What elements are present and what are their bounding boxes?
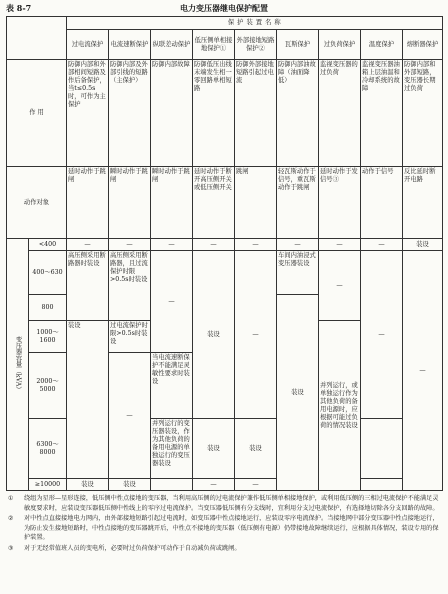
gas-install: 装设 xyxy=(277,295,319,491)
protection-name: 瓦斯保护 xyxy=(277,30,319,60)
table-title: 电力变压器继电保护配置 xyxy=(180,3,268,13)
row-label-function: 作 用 xyxy=(7,60,67,167)
protection-function: 防御内部故障 xyxy=(151,60,193,167)
capacity-range: 6300～8000 xyxy=(29,419,67,479)
protection-action: 延时动作于跳闸 xyxy=(67,167,109,239)
capacity-range: 1000～1600 xyxy=(29,321,67,353)
diff-install xyxy=(151,479,193,491)
table-number: 表 8-7 xyxy=(6,3,32,13)
protection-name: 熔断器保护 xyxy=(403,30,443,60)
protection-action: 延时动作于断开高压侧开关或低压侧开关 xyxy=(193,167,235,239)
gas-cond: 车间内油浸式变压器装设 xyxy=(277,251,319,295)
protection-function: 防御内部油故障（油面降低） xyxy=(277,60,319,167)
protection-header: 保 护 装 置 名 称 xyxy=(67,17,443,30)
speed-install: 装设 xyxy=(109,479,151,491)
capacity-range: <400 xyxy=(29,239,67,251)
temp-install: 装设 xyxy=(235,419,277,479)
note: ② 对中性点直接接地电力网内，由外部接地短路引起过电流时，如变压器中性点接地运行，应装设零序电流保护。当接地网中部分变压器中性点接地运行，为防止发生接地短路时，中性点接地的变压器跳开后，中性点不接地的变压器（低压侧有电源）仍带接地故障继续运行，应根据具体情况，装设专用的保护装置。 xyxy=(8,515,439,542)
capacity-range: 800 xyxy=(29,295,67,321)
overcurrent-install: 装设 xyxy=(67,479,109,491)
protection-name: 过负荷保护 xyxy=(319,30,361,60)
overcurrent-cond: 高压侧采用断路器时装设 xyxy=(67,251,109,321)
capacity-range: ≥10000 xyxy=(29,479,67,491)
overcurrent-install: 装设 xyxy=(67,321,109,479)
diff-cond: 当电流速断保护不能满足灵敏性要求时装设 xyxy=(151,353,193,419)
protection-function: 防御内部和外部相间短路及作后备保护，当t≤0.5s时，可作为主保护 xyxy=(67,60,109,167)
note: ① 绕组为星形—星形连接，低压侧中性点接地的变压器，当利用高压侧的过电流保护兼作低压侧单相接地保护，或利用低压侧的三相过电流保护不能满足灵敏度要求时，应装设变压器低压侧中性线上的零序过电流保护。当变压器低压侧有分支线时，宜利用分支过电流保护，有选择地切除各分支回路的故障。 xyxy=(8,495,439,512)
protection-action: 瞬时动作于跳闸 xyxy=(109,167,151,239)
protection-name: 外部接地短路保护② xyxy=(235,30,277,60)
ground-install: 装设 xyxy=(193,419,235,479)
protection-action: 反比延时断开电路 xyxy=(403,167,443,239)
speed-cond: 过电流保护时限>0.5s时装设 xyxy=(109,321,151,353)
protection-action: 跳闸 xyxy=(235,167,277,239)
protection-name: 过电流保护 xyxy=(67,30,109,60)
protection-function: 防御低压出线末端发生相一零回路单相短路 xyxy=(193,60,235,167)
note: ③ 对于无经常值班人员的变电所，必要时过负荷保护可动作于自动减负荷或跳闸。 xyxy=(8,544,241,552)
protection-action: 瞬时动作于跳闸 xyxy=(151,167,193,239)
fuse-install: 装设 xyxy=(403,239,443,251)
zero-seq-install: 装设 xyxy=(193,251,235,419)
protection-function: 防御内部及外部引线的短路（主保护） xyxy=(109,60,151,167)
protection-function: 防御外部接地短路引起过电流 xyxy=(235,60,277,167)
protection-name: 纵联差动保护 xyxy=(151,30,193,60)
capacity-range: 2000～5000 xyxy=(29,353,67,419)
protection-function: 防御内部和外部短路，变压器长期过负荷 xyxy=(403,60,443,167)
table-header xyxy=(6,3,442,15)
protection-action: 轻瓦斯动作于信号，重瓦斯动作于跳闸 xyxy=(277,167,319,239)
speed-cond: 高压侧采用断路器，且过流保护时限>0.5s时装设 xyxy=(109,251,151,321)
protection-name: 温度保护 xyxy=(361,30,403,60)
diff-parallel-cond: 并列运行的变压器装设，作为其他负荷的备用电源的单独运行的变压器装设 xyxy=(151,419,193,479)
protection-action: 动作于信号 xyxy=(361,167,403,239)
overload-cond: 并列运行，或单独运行作为其他负荷的备用电源时，应根据可能过负荷的情况装设 xyxy=(319,321,361,491)
capacity-range: 400～630 xyxy=(29,251,67,295)
protection-name: 低压侧单相接地保护① xyxy=(193,30,235,60)
protection-name: 电流速断保护 xyxy=(109,30,151,60)
row-label-action: 动作对象 xyxy=(7,167,67,239)
protection-action: 延时动作于发信号③ xyxy=(319,167,361,239)
protection-table: 保 护 装 置 名 称 过电流保护 电流速断保护 纵联差动保护 低压侧单相接地保护① 外部接地短路保护② 瓦斯保护 过负荷保护 温度保护 熔断器保护 作 用 防御内部和外部相间短路及作后备保护，当t≤0.5s时，可作为主保护 防御内部及外部引线的短路（主保护） 防御内部故障 防御低压出线末端发生相一零回路单相短路 防御外部接地短路引起过电流 防御内部油故障（油面降低） 监视变压器的过负荷 监视变压器油箱上层油温和冷却系统的故障 防御内部和外部短路，变压器长期过负荷 动作对象 延时动作于跳闸 瞬时动作于跳闸 瞬时动作于跳闸 延时动作于断开高压侧开关或低压侧开关 跳闸 轻瓦斯动作于信号，重瓦斯动作于跳闸 延时动作于发信号③ 动作于信号 反比延时断开电路 变压器容量（kVA） <400 — — — — — — — — 装设 400～630 高压侧采用断路器时装设 高压侧采用断路器，且过流保护时限>0.5s时装设 — 装设 — 车间内油浸式变压器装设 — — — 800 装设 1000～1600 装设 过电流保护时限>0.5s时装设 并列运行，或单独运行作为其他负荷的备用电源时，应根据可能过负荷的情况装设 2000～5000 — 当电流速断保护不能满足灵敏性要求时装设 6300～8000 并列运行的变压器装设，作为其他负荷的备用电源的单独运行的变压器装设 装设 装设 ≥10000 装设 装设 — — xyxy=(6,16,443,491)
notes xyxy=(6,494,442,555)
protection-function: 监视变压器油箱上层油温和冷却系统的故障 xyxy=(361,60,403,167)
capacity-axis-label: 变压器容量（kVA） xyxy=(7,239,29,491)
protection-function: 监视变压器的过负荷 xyxy=(319,60,361,167)
